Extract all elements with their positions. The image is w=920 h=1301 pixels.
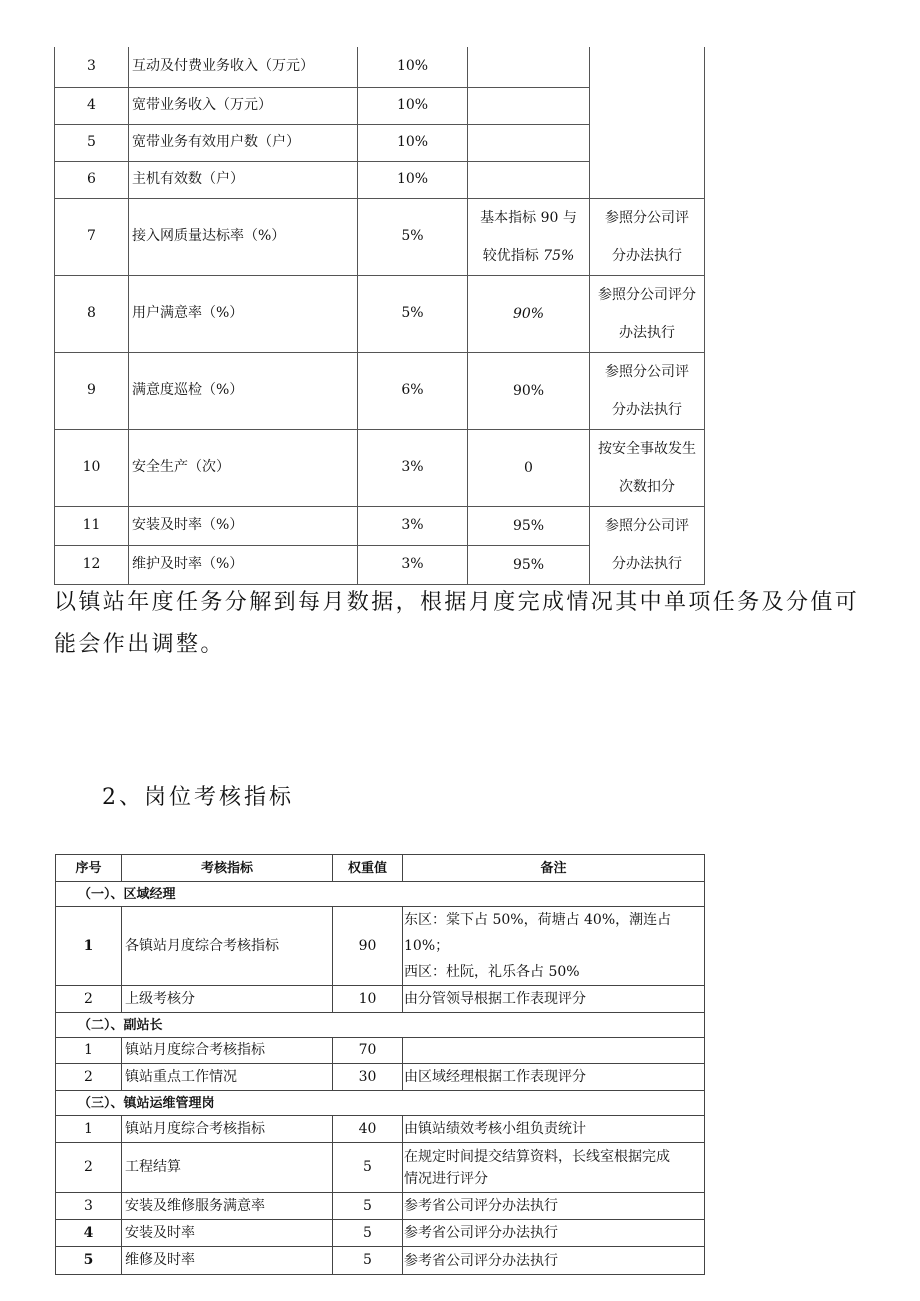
indicator-target — [468, 198, 590, 275]
row-number: 3 — [55, 47, 129, 87]
indicator-weight: 10% — [358, 124, 468, 161]
indicator-remark: 参考省公司评分办法执行 — [403, 1193, 705, 1220]
indicator-weight: 10% — [358, 87, 468, 124]
table-row — [56, 986, 705, 1013]
remark-line: 在规定时间提交结算资料，长线室根据完成 — [404, 1148, 670, 1165]
remark-line: 办法执行 — [619, 324, 675, 341]
remark-line: 参照分公司评 — [605, 209, 689, 226]
indicator-target: 95% — [468, 545, 590, 584]
target-value: 75% — [543, 247, 575, 264]
row-number: 2 — [56, 1064, 122, 1091]
remark-line: 10%； — [404, 938, 450, 954]
table-header-row — [56, 855, 705, 882]
remark-line: 分办法执行 — [612, 247, 682, 264]
indicator-weight: 10% — [358, 161, 468, 198]
indicator-remark: 由镇站绩效考核小组负责统计 — [403, 1116, 705, 1143]
indicator-name: 宽带业务收入（万元） — [129, 87, 358, 124]
row-number: 1 — [56, 1038, 122, 1064]
row-number: 11 — [55, 506, 129, 545]
column-header-remark: 备注 — [403, 855, 705, 882]
indicator-remark: 由区域经理根据工作表现评分 — [403, 1064, 705, 1091]
indicator-remark — [403, 1038, 705, 1064]
row-number: 12 — [55, 545, 129, 584]
indicator-target: 0 — [468, 429, 590, 506]
indicator-target: 95% — [468, 506, 590, 545]
row-number: 7 — [55, 198, 129, 275]
indicator-weight: 3% — [358, 506, 468, 545]
indicator-remark — [590, 352, 705, 429]
indicator-remark — [590, 506, 705, 584]
position-assessment-table — [55, 854, 705, 1275]
indicator-weight: 6% — [358, 352, 468, 429]
row-number: 4 — [56, 1220, 122, 1247]
section-title-ops-management: （三）、镇站运维管理岗 — [56, 1091, 705, 1116]
indicator-weight: 5 — [333, 1247, 403, 1275]
indicator-weight: 70 — [333, 1038, 403, 1064]
indicator-remark — [590, 429, 705, 506]
indicator-target — [468, 161, 590, 198]
indicator-name: 宽带业务有效用户数（户） — [129, 124, 358, 161]
row-number: 3 — [56, 1193, 122, 1220]
indicator-weight: 5 — [333, 1220, 403, 1247]
indicator-remark: 参考省公司评分办法执行 — [403, 1220, 705, 1247]
body-paragraph: 以镇站年度任务分解到每月数据，根据月度完成情况其中单项任务及分值可能会作出调整。 — [54, 590, 860, 657]
table-row — [56, 1116, 705, 1143]
table-row — [55, 429, 705, 506]
remark-line: 东区：棠下占 50%，荷塘占 40%，潮连占 — [404, 912, 672, 928]
indicator-weight: 5 — [333, 1193, 403, 1220]
remark-line: 情况进行评分 — [404, 1170, 488, 1187]
section-heading: 2、岗位考核指标 — [102, 785, 294, 810]
row-number: 2 — [56, 1143, 122, 1193]
indicator-target: 90% — [468, 352, 590, 429]
target-text: 较优指标 — [482, 247, 544, 264]
indicator-name: 互动及付费业务收入（万元） — [129, 47, 358, 87]
row-number: 1 — [56, 1116, 122, 1143]
table-row — [56, 1193, 705, 1220]
row-number: 1 — [56, 907, 122, 986]
indicator-name: 上级考核分 — [122, 986, 333, 1013]
indicator-weight: 5 — [333, 1143, 403, 1193]
indicator-weight: 5% — [358, 275, 468, 352]
indicator-target — [468, 124, 590, 161]
column-header-no: 序号 — [56, 855, 122, 882]
column-header-name: 考核指标 — [122, 855, 333, 882]
indicator-name: 安全生产（次） — [129, 429, 358, 506]
indicator-name: 镇站月度综合考核指标 — [122, 1038, 333, 1064]
row-number: 2 — [56, 986, 122, 1013]
table-row — [56, 1247, 705, 1275]
indicator-name: 安装及维修服务满意率 — [122, 1193, 333, 1220]
indicator-name: 主机有效数（户） — [129, 161, 358, 198]
row-number: 8 — [55, 275, 129, 352]
indicator-name: 维护及时率（%） — [129, 545, 358, 584]
indicator-weight: 10% — [358, 47, 468, 87]
table-row — [55, 47, 705, 87]
indicator-remark — [590, 47, 705, 198]
indicator-name: 镇站重点工作情况 — [122, 1064, 333, 1091]
row-number: 9 — [55, 352, 129, 429]
indicator-name: 安装及时率（%） — [129, 506, 358, 545]
remark-line: 参照分公司评 — [605, 518, 689, 534]
row-number: 6 — [55, 161, 129, 198]
remark-line: 参照分公司评分 — [598, 286, 696, 303]
section-row — [56, 1013, 705, 1038]
table-row — [55, 506, 705, 545]
indicator-name: 安装及时率 — [122, 1220, 333, 1247]
indicator-remark: 由分管领导根据工作表现评分 — [403, 986, 705, 1013]
remark-line: 按安全事故发生 — [598, 440, 696, 457]
indicator-remark — [403, 1143, 705, 1193]
section-title-deputy-head: （二）、副站长 — [56, 1013, 705, 1038]
indicator-name: 维修及时率 — [122, 1247, 333, 1275]
table-row — [56, 1220, 705, 1247]
indicator-weight: 10 — [333, 986, 403, 1013]
row-number: 4 — [55, 87, 129, 124]
table-row — [56, 1038, 705, 1064]
row-number: 5 — [55, 124, 129, 161]
indicator-remark — [590, 198, 705, 275]
indicator-remark — [590, 275, 705, 352]
section-row — [56, 882, 705, 907]
indicator-weight: 40 — [333, 1116, 403, 1143]
indicator-name: 满意度巡检（%） — [129, 352, 358, 429]
table-row — [55, 275, 705, 352]
indicator-weight: 3% — [358, 429, 468, 506]
table-row — [56, 907, 705, 986]
remark-line: 西区：杜阮，礼乐各占 50% — [404, 964, 580, 980]
table-row — [56, 1143, 705, 1193]
table-row — [55, 198, 705, 275]
indicator-weight: 30 — [333, 1064, 403, 1091]
indicator-target — [468, 87, 590, 124]
indicator-name: 用户满意率（%） — [129, 275, 358, 352]
remark-line: 分办法执行 — [612, 556, 682, 572]
remark-line: 次数扣分 — [619, 478, 675, 495]
indicator-name: 接入网质量达标率（%） — [129, 198, 358, 275]
row-number: 5 — [56, 1247, 122, 1275]
table-row — [56, 1064, 705, 1091]
indicator-name: 工程结算 — [122, 1143, 333, 1193]
target-line — [468, 237, 589, 275]
indicator-weight: 5% — [358, 198, 468, 275]
indicator-target: 90% — [468, 275, 590, 352]
indicator-remark: 参考省公司评分办法执行 — [403, 1247, 705, 1275]
section-row — [56, 1091, 705, 1116]
indicator-target — [468, 47, 590, 87]
indicator-name: 镇站月度综合考核指标 — [122, 1116, 333, 1143]
remark-line: 参照分公司评 — [605, 363, 689, 380]
performance-indicator-table — [54, 47, 705, 585]
section-title-regional-manager: （一）、区域经理 — [56, 882, 705, 907]
indicator-name: 各镇站月度综合考核指标 — [122, 907, 333, 986]
indicator-weight: 90 — [333, 907, 403, 986]
row-number: 10 — [55, 429, 129, 506]
indicator-weight: 3% — [358, 545, 468, 584]
target-line: 基本指标 90 与 — [480, 209, 577, 226]
indicator-remark — [403, 907, 705, 986]
remark-line: 分办法执行 — [612, 401, 682, 418]
table-row — [55, 352, 705, 429]
column-header-weight: 权重值 — [333, 855, 403, 882]
